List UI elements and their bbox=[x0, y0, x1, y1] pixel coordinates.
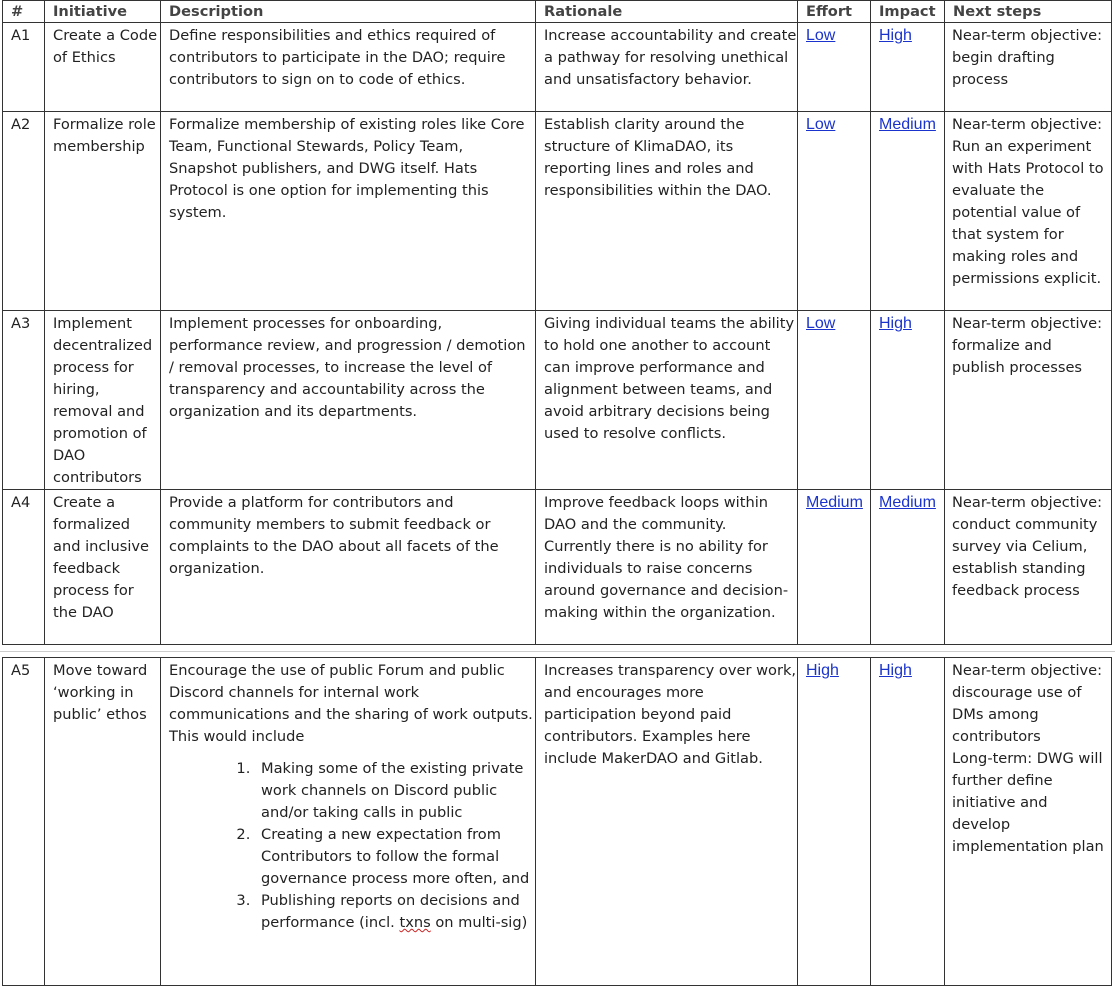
row-rationale: Increase accountability and create a pathway for resolving unethical and unsatisfactory behavior. bbox=[536, 23, 798, 112]
row-effort bbox=[798, 311, 871, 490]
row-impact bbox=[871, 112, 945, 311]
header-initiative: Initiative bbox=[45, 1, 161, 23]
impact-link[interactable]: Medium bbox=[879, 494, 936, 511]
row-effort bbox=[798, 23, 871, 112]
row-description: Formalize membership of existing roles like Core Team, Functional Stewards, Policy Team, Snapshot publishers, and DWG itself. Hats Protocol is one option for implementing this system. bbox=[161, 112, 536, 311]
description-list bbox=[169, 758, 535, 934]
row-initiative: Formalize role membership bbox=[45, 112, 161, 311]
initiatives-table bbox=[2, 0, 1112, 645]
row-impact bbox=[871, 490, 945, 645]
header-num: # bbox=[3, 1, 45, 23]
effort-link[interactable]: Low bbox=[806, 116, 836, 133]
row-rationale: Improve feedback loops within DAO and the community. Currently there is no ability for individuals to raise concerns around governance and decision-making within the organization. bbox=[536, 490, 798, 645]
next-steps-near-term: Near-term objective: discourage use of DMs among contributors bbox=[952, 662, 1103, 745]
row-effort bbox=[798, 490, 871, 645]
list-item: 2. Creating a new expectation from Contributors to follow the formal governance process more often, and bbox=[255, 824, 535, 890]
list-item-text: on multi-sig) bbox=[430, 914, 528, 931]
row-rationale: Giving individual teams the ability to hold one another to account can improve performance and alignment between teams, and avoid arbitrary decisions being used to resolve conflicts. bbox=[536, 311, 798, 490]
row-id: A2 bbox=[3, 112, 45, 311]
list-item bbox=[255, 890, 535, 934]
header-effort: Effort bbox=[798, 1, 871, 23]
effort-link[interactable]: Low bbox=[806, 315, 836, 332]
row-impact bbox=[871, 658, 945, 986]
row-initiative: Move toward ‘working in public’ ethos bbox=[45, 658, 161, 986]
row-next-steps: Near-term objective: formalize and publish processes bbox=[945, 311, 1112, 490]
list-item-text: Publishing reports on decisions and performance (incl. bbox=[261, 892, 520, 931]
header-impact: Impact bbox=[871, 1, 945, 23]
table-row bbox=[3, 658, 1112, 986]
next-steps-long-term: Long-term: DWG will further define initiative and develop implementation plan bbox=[952, 750, 1104, 855]
row-impact bbox=[871, 311, 945, 490]
row-effort bbox=[798, 658, 871, 986]
row-impact bbox=[871, 23, 945, 112]
impact-link[interactable]: Medium bbox=[879, 116, 936, 133]
row-effort bbox=[798, 112, 871, 311]
initiatives-table-continued bbox=[2, 657, 1112, 986]
table-row bbox=[3, 311, 1112, 490]
header-next-steps: Next steps bbox=[945, 1, 1112, 23]
row-rationale: Increases transparency over work, and encourages more participation beyond paid contributors. Examples here include MakerDAO and Gitlab. bbox=[536, 658, 798, 986]
description-intro: Encourage the use of public Forum and public Discord channels for internal work communications and the sharing of work outputs. This would include bbox=[169, 662, 533, 745]
table-row bbox=[3, 112, 1112, 311]
row-next-steps bbox=[945, 658, 1112, 986]
row-id: A1 bbox=[3, 23, 45, 112]
header-rationale: Rationale bbox=[536, 1, 798, 23]
table-row bbox=[3, 23, 1112, 112]
page-break-line bbox=[0, 651, 1115, 652]
row-initiative: Implement decentralized process for hiring, removal and promotion of DAO contributors bbox=[45, 311, 161, 490]
table-header-row bbox=[3, 1, 1112, 23]
row-initiative: Create a Code of Ethics bbox=[45, 23, 161, 112]
row-next-steps: Near-term objective: begin drafting process bbox=[945, 23, 1112, 112]
table-row bbox=[3, 490, 1112, 645]
row-description: Define responsibilities and ethics required of contributors to participate in the DAO; require contributors to sign on to code of ethics. bbox=[161, 23, 536, 112]
row-id: A5 bbox=[3, 658, 45, 986]
row-next-steps: Near-term objective: conduct community survey via Celium, establish standing feedback process bbox=[945, 490, 1112, 645]
list-item: 1. Making some of the existing private work channels on Discord public and/or taking calls in public bbox=[255, 758, 535, 824]
row-initiative: Create a formalized and inclusive feedback process for the DAO bbox=[45, 490, 161, 645]
row-description: Provide a platform for contributors and community members to submit feedback or complaints to the DAO about all facets of the organization. bbox=[161, 490, 536, 645]
row-id: A3 bbox=[3, 311, 45, 490]
row-description: Implement processes for onboarding, performance review, and progression / demotion / removal processes, to increase the level of transparency and accountability across the organization and its departments. bbox=[161, 311, 536, 490]
impact-link[interactable]: High bbox=[879, 315, 912, 332]
row-id: A4 bbox=[3, 490, 45, 645]
row-rationale: Establish clarity around the structure of KlimaDAO, its reporting lines and roles and responsibilities within the DAO. bbox=[536, 112, 798, 311]
impact-link[interactable]: High bbox=[879, 662, 912, 679]
row-description bbox=[161, 658, 536, 986]
spellcheck-flagged-word[interactable]: txns bbox=[399, 914, 431, 931]
header-description: Description bbox=[161, 1, 536, 23]
effort-link[interactable]: Medium bbox=[806, 494, 863, 511]
row-next-steps: Near-term objective: Run an experiment with Hats Protocol to evaluate the potential value of that system for making roles and permissions explicit. bbox=[945, 112, 1112, 311]
effort-link[interactable]: Low bbox=[806, 27, 836, 44]
impact-link[interactable]: High bbox=[879, 27, 912, 44]
effort-link[interactable]: High bbox=[806, 662, 839, 679]
